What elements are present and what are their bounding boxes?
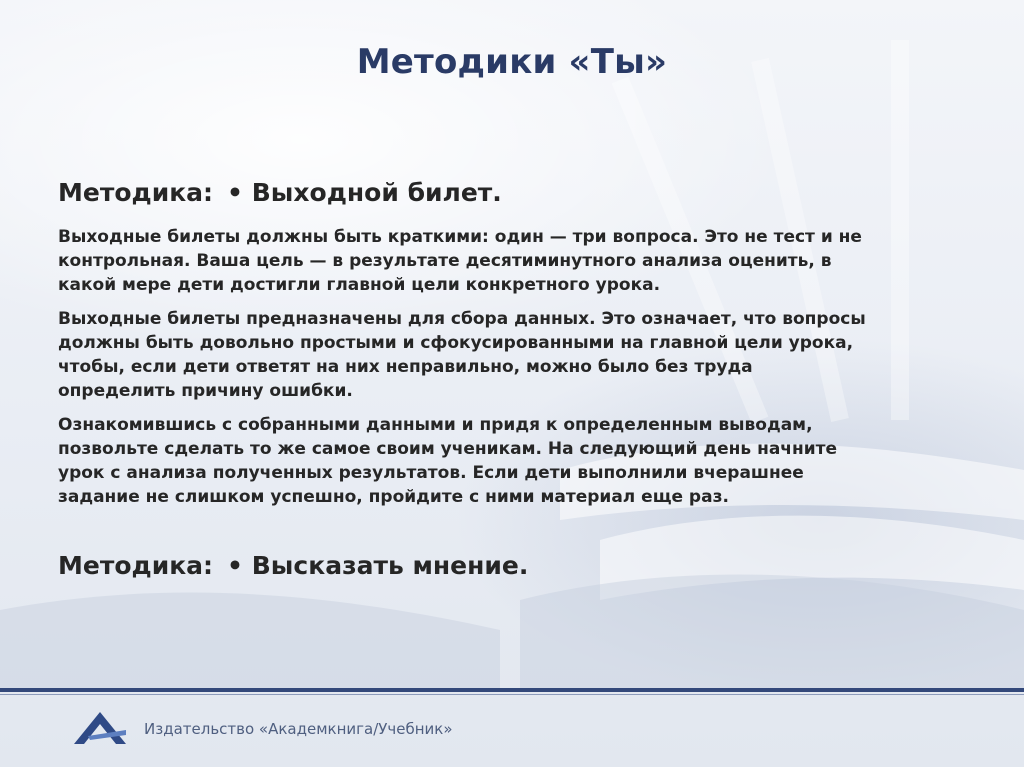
paragraph-brief-tickets bbox=[58, 225, 974, 297]
paragraph-line: Выходные билеты должны быть краткими: один — три вопроса. Это не тест и не bbox=[58, 227, 862, 247]
paragraph-line: чтобы, если дети ответят на них неправильно, можно было без труда bbox=[58, 357, 753, 377]
paragraph-line: какой мере дети достигли главной цели конкретного урока. bbox=[58, 275, 661, 295]
section-label: Методика: bbox=[58, 178, 214, 207]
bullet-icon: • bbox=[227, 551, 244, 580]
paragraph-line: Выходные билеты предназначены для сбора данных. Это означает, что вопросы bbox=[58, 309, 866, 329]
paragraph-review-results bbox=[58, 413, 974, 509]
section-heading-exit-ticket bbox=[58, 178, 958, 207]
paragraph-line: задание не слишком успешно, пройдите с ними материал еще раз. bbox=[58, 487, 729, 507]
slide-content bbox=[58, 178, 958, 598]
paragraph-line: Ознакомившись с собранными данными и придя к определенным выводам, bbox=[58, 415, 813, 435]
paragraph-line: должны быть довольно простыми и сфокусированными на главной цели урока, bbox=[58, 333, 854, 353]
section-label: Методика: bbox=[58, 551, 214, 580]
academkniga-logo-icon bbox=[70, 710, 130, 746]
paragraph-data-collection bbox=[58, 307, 974, 403]
footer-divider-thin bbox=[0, 694, 1024, 695]
publisher-name: Издательство «Академкнига/Учебник» bbox=[144, 720, 453, 738]
footer-divider bbox=[0, 688, 1024, 692]
section-name: Выходной билет. bbox=[251, 178, 502, 207]
slide-title: Методики «Ты» bbox=[356, 42, 668, 82]
bullet-icon: • bbox=[227, 178, 244, 207]
section-heading-express-opinion bbox=[58, 551, 958, 580]
section-name: Высказать мнение. bbox=[251, 551, 529, 580]
paragraph-line: определить причину ошибки. bbox=[58, 381, 353, 401]
paragraph-line: позвольте сделать то же самое своим ученикам. На следующий день начните bbox=[58, 439, 838, 459]
paragraph-line: контрольная. Ваша цель — в результате десятиминутного анализа оценить, в bbox=[58, 251, 832, 271]
paragraph-line: урок с анализа полученных результатов. Если дети выполнили вчерашнее bbox=[58, 463, 804, 483]
